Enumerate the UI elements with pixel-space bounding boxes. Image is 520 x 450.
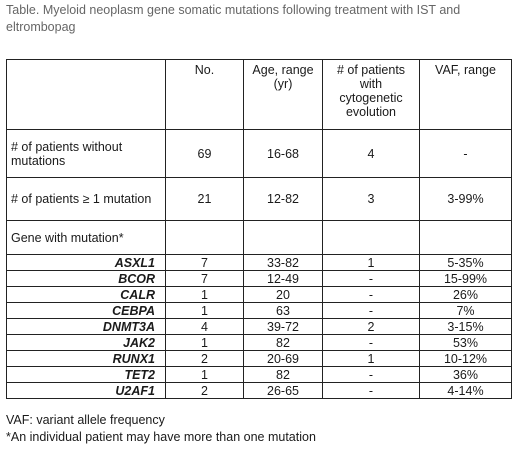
gene-name: DNMT3A bbox=[7, 319, 166, 335]
cell-cyto: - bbox=[323, 287, 420, 303]
gene-name: CEBPA bbox=[7, 303, 166, 319]
gene-section-label: Gene with mutation* bbox=[7, 221, 166, 255]
cell-no: 4 bbox=[166, 319, 244, 335]
gene-name: U2AF1 bbox=[7, 383, 166, 399]
footnote-vaf: VAF: variant allele frequency bbox=[6, 413, 165, 427]
cell-vaf: 3-99% bbox=[420, 178, 512, 221]
summary-row bbox=[7, 178, 512, 221]
cell-age: 82 bbox=[244, 335, 323, 351]
empty-cell bbox=[420, 221, 512, 255]
gene-row bbox=[7, 303, 512, 319]
cell-no: 69 bbox=[166, 130, 244, 178]
cell-cyto: 4 bbox=[323, 130, 420, 178]
cell-no: 7 bbox=[166, 255, 244, 271]
summary-row bbox=[7, 130, 512, 178]
empty-cell bbox=[323, 221, 420, 255]
cell-cyto: - bbox=[323, 271, 420, 287]
cell-no: 2 bbox=[166, 383, 244, 399]
cell-age: 20-69 bbox=[244, 351, 323, 367]
cell-vaf: 10-12% bbox=[420, 351, 512, 367]
cell-age: 26-65 bbox=[244, 383, 323, 399]
gene-row bbox=[7, 271, 512, 287]
cell-no: 2 bbox=[166, 351, 244, 367]
cell-age: 82 bbox=[244, 367, 323, 383]
gene-row bbox=[7, 367, 512, 383]
cell-cyto: - bbox=[323, 367, 420, 383]
empty-cell bbox=[244, 221, 323, 255]
cell-vaf: 5-35% bbox=[420, 255, 512, 271]
gene-row bbox=[7, 255, 512, 271]
header-cell-empty bbox=[7, 60, 166, 130]
cell-cyto: - bbox=[323, 335, 420, 351]
mutation-table bbox=[6, 59, 512, 399]
header-cell-vaf: VAF, range bbox=[420, 60, 512, 130]
cell-vaf: 7% bbox=[420, 303, 512, 319]
gene-row bbox=[7, 335, 512, 351]
row-label: # of patients without mutations bbox=[7, 130, 166, 178]
empty-cell bbox=[166, 221, 244, 255]
header-cell-no: No. bbox=[166, 60, 244, 130]
gene-row bbox=[7, 383, 512, 399]
cell-age: 63 bbox=[244, 303, 323, 319]
row-label: # of patients ≥ 1 mutation bbox=[7, 178, 166, 221]
gene-name: TET2 bbox=[7, 367, 166, 383]
cell-cyto: - bbox=[323, 303, 420, 319]
cell-vaf: 4-14% bbox=[420, 383, 512, 399]
footnote-multiple: *An individual patient may have more than one mutation bbox=[6, 430, 316, 444]
cell-age: 12-49 bbox=[244, 271, 323, 287]
cell-cyto: 1 bbox=[323, 351, 420, 367]
cell-vaf: 53% bbox=[420, 335, 512, 351]
gene-name: JAK2 bbox=[7, 335, 166, 351]
header-cell-age: Age, range (yr) bbox=[244, 60, 323, 130]
cell-cyto: 1 bbox=[323, 255, 420, 271]
gene-name: RUNX1 bbox=[7, 351, 166, 367]
cell-no: 1 bbox=[166, 335, 244, 351]
cell-vaf: 36% bbox=[420, 367, 512, 383]
gene-row bbox=[7, 287, 512, 303]
cell-age: 33-82 bbox=[244, 255, 323, 271]
header-cell-cyto: # of patients with cytogenetic evolution bbox=[323, 60, 420, 130]
gene-row bbox=[7, 351, 512, 367]
table-title: Table. Myeloid neoplasm gene somatic mutations following treatment with IST and eltrombopag bbox=[6, 3, 461, 34]
cell-vaf: - bbox=[420, 130, 512, 178]
cell-no: 7 bbox=[166, 271, 244, 287]
gene-row bbox=[7, 319, 512, 335]
cell-age: 39-72 bbox=[244, 319, 323, 335]
cell-age: 16-68 bbox=[244, 130, 323, 178]
gene-name: ASXL1 bbox=[7, 255, 166, 271]
cell-cyto: 3 bbox=[323, 178, 420, 221]
cell-age: 12-82 bbox=[244, 178, 323, 221]
gene-section-row bbox=[7, 221, 512, 255]
cell-no: 1 bbox=[166, 287, 244, 303]
header-row bbox=[7, 60, 512, 130]
gene-name: CALR bbox=[7, 287, 166, 303]
cell-no: 1 bbox=[166, 367, 244, 383]
cell-no: 1 bbox=[166, 303, 244, 319]
gene-name: BCOR bbox=[7, 271, 166, 287]
cell-vaf: 26% bbox=[420, 287, 512, 303]
cell-cyto: - bbox=[323, 383, 420, 399]
cell-vaf: 3-15% bbox=[420, 319, 512, 335]
cell-no: 21 bbox=[166, 178, 244, 221]
cell-vaf: 15-99% bbox=[420, 271, 512, 287]
cell-cyto: 2 bbox=[323, 319, 420, 335]
cell-age: 20 bbox=[244, 287, 323, 303]
